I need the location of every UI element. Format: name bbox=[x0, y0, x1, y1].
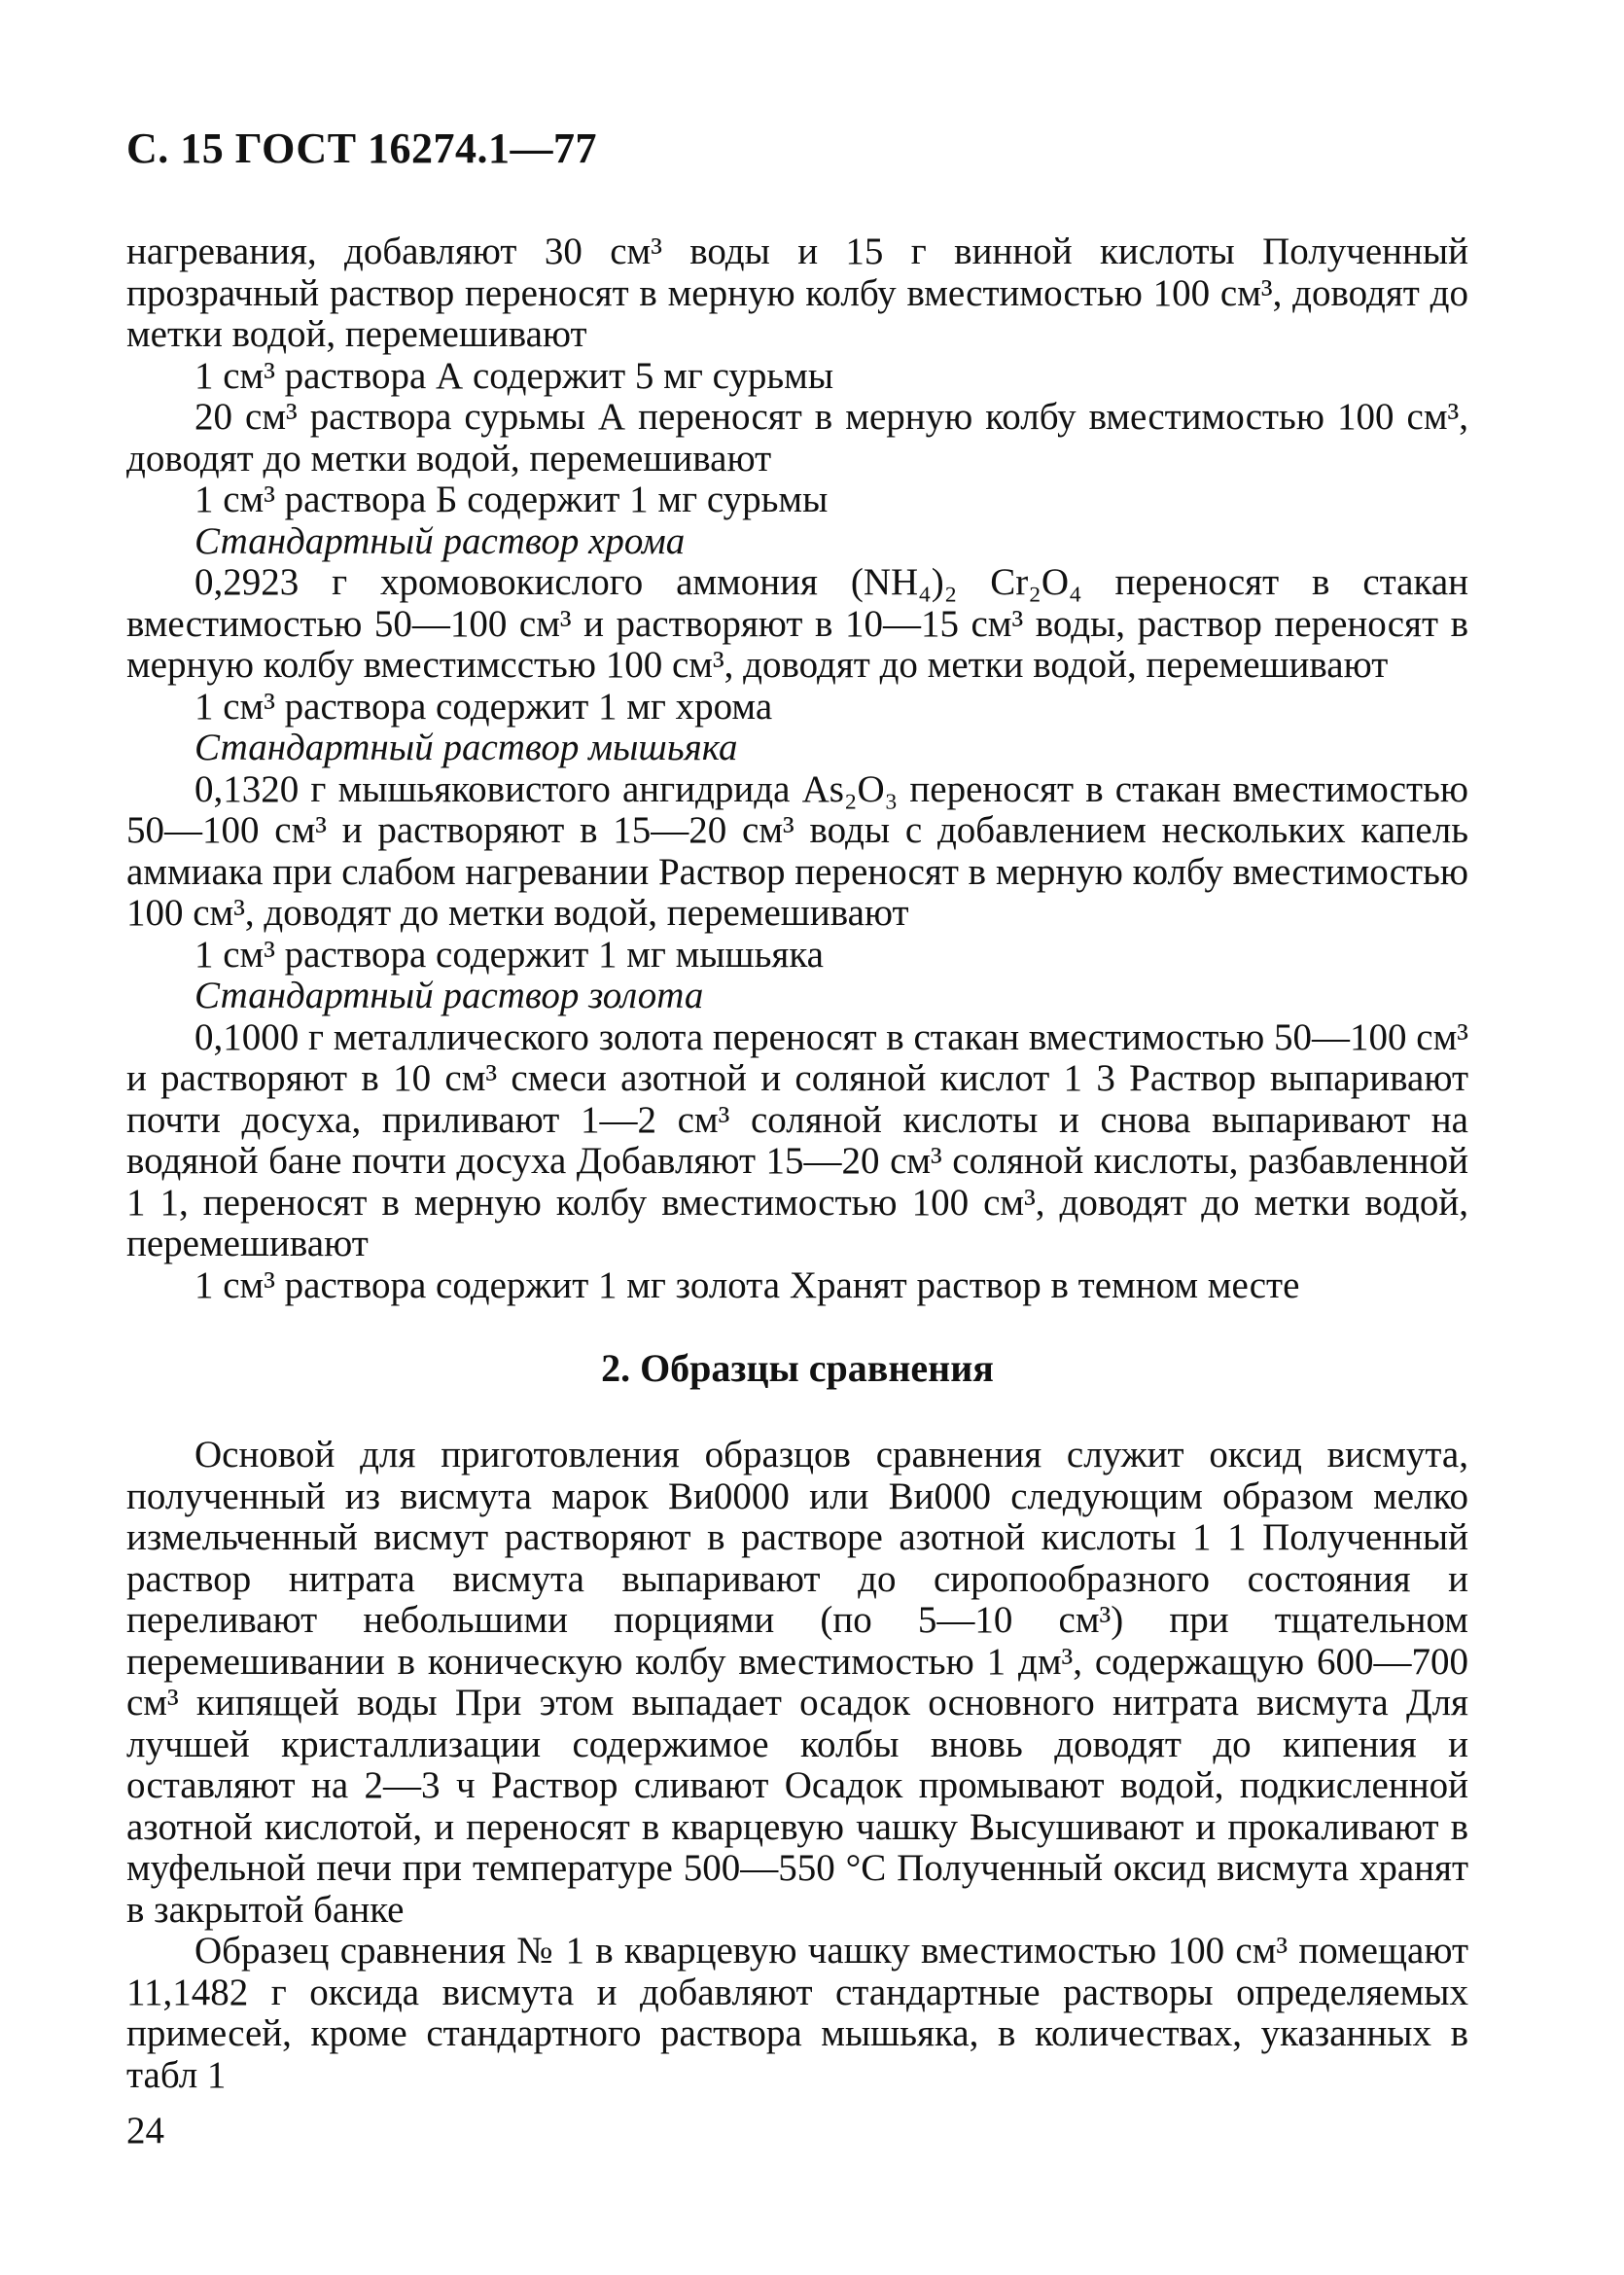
paragraph: 20 см³ раствора сурьмы А переносят в мерную колбу вместимостью 100 см³, доводят до метки водой, перемешивают bbox=[126, 396, 1468, 480]
body-text-part1 bbox=[126, 231, 1468, 1306]
paragraph: 1 см³ раствора Б содержит 1 мг сурьмы bbox=[194, 479, 829, 520]
section-heading: 2. Образцы сравнения bbox=[601, 1346, 994, 1390]
paragraph: Образец сравнения № 1 в кварцевую чашку вместимостью 100 см³ помещают 11,1482 г оксида висмута и добавляют стандартные растворы определяемых примесей, кроме стандартного раствора мышьяка, в количествах, указанных в табл 1 bbox=[126, 1930, 1468, 2096]
subsection-title: Стандартный раствор мышьяка bbox=[194, 727, 738, 768]
paragraph: 1 см³ раствора содержит 1 мг золота Хранят раствор в темном месте bbox=[194, 1263, 1300, 1306]
body-text-part2 bbox=[126, 1435, 1468, 2096]
paragraph: 0,2923 г хромовокислого аммония (NH₄)₂ Cr₂O₄ переносят в стакан вместимостью 50—100 см³ и растворяют в 10—15 см³ воды, раствор переносят в мерную колбу вместимсстью 100 см³, доводят до метки водой, перемешивают bbox=[126, 561, 1468, 686]
paragraph: 1 см³ раствора А содержит 5 мг сурьмы bbox=[194, 354, 834, 397]
paragraph: 0,1320 г мышьяковистого ангидрида As₂O₃ переносят в стакан вместимостью 50—100 см³ и растворяют в 15—20 см³ воды с добавлением нескольких капель аммиака при слабом нагревании Раствор переносят в мерную колбу вместимостью 100 см³, доводят до метки водой, перемешивают bbox=[126, 767, 1468, 934]
paragraph: 0,1000 г металлического золота переносят в стакан вместимостью 50—100 см³ и растворяют в 10 см³ смеси азотной и соляной кислот 1 3 Раствор выпаривают почти досуха, приливают 1—2 см³ соляной кислоты и снова выпаривают на водяной бане почти досуха Добавляют 15—20 см³ соляной кислоты, разбавленной 1 1, переносят в мерную колбу вместимостью 100 см³, доводят до метки водой, перемешивают bbox=[126, 1015, 1468, 1264]
subsection-title: Стандартный раствор золота bbox=[194, 975, 704, 1016]
page-header: С. 15 ГОСТ 16274.1—77 bbox=[126, 124, 598, 172]
paragraph: нагревания, добавляют 30 см³ воды и 15 г винной кислоты Полученный прозрачный раствор переносят в мерную колбу вместимостью 100 см³, доводят до метки водой, перемешивают bbox=[126, 231, 1468, 355]
paragraph: Основой для приготовления образцов сравнения служит оксид висмута, полученный из висмута марок Ви0000 или Ви000 следующим образом мелко измельченный висмут растворяют в растворе азотной кислоты 1 1 Полученный раствор нитрата висмута выпаривают до сиропообразного состояния и переливают небольшими порциями (по 5—10 см³) при тщательном перемешивании в коническую колбу вместимостью 1 дм³, содержащую 600—700 см³ кипящей воды При этом выпадает осадок основного нитрата висмута Для лучшей кристаллизации содержимое колбы вновь доводят до кипения и оставляют на 2—3 ч Раствор сливают Осадок промывают водой, подкисленной азотной кислотой, и переносят в кварцевую чашку Высушивают и прокаливают в муфельной печи при температуре 500—550 °С Полученный оксид висмута хранят в закрытой банке bbox=[126, 1434, 1468, 1931]
page-number: 24 bbox=[126, 2110, 164, 2151]
subsection-title: Стандартный раствор хрома bbox=[194, 519, 686, 562]
paragraph: 1 см³ раствора содержит 1 мг мышьяка bbox=[194, 933, 824, 976]
paragraph: 1 см³ раствора содержит 1 мг хрома bbox=[194, 685, 773, 728]
